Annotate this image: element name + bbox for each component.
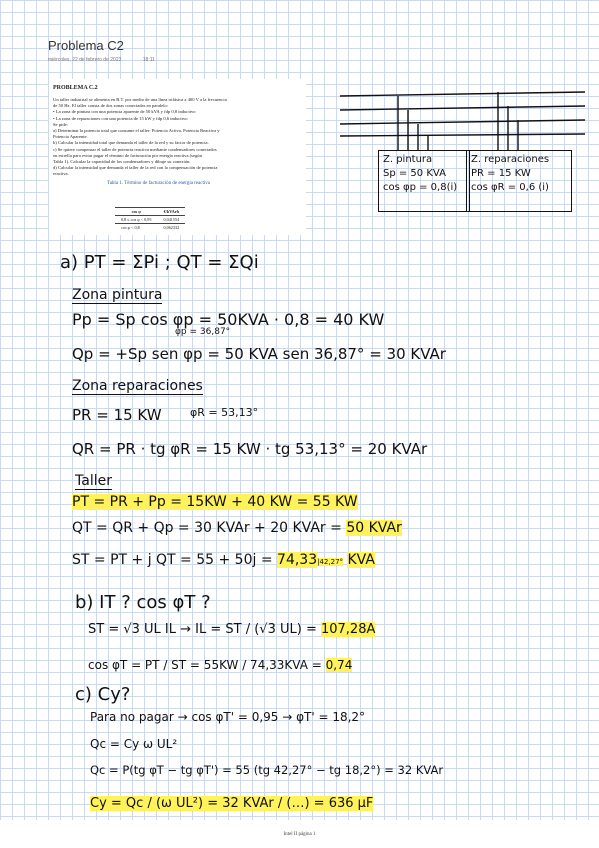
zone2-power: PR = 15 KW	[471, 168, 531, 179]
eq-it-expr: ST = √3 UL IL → IL = ST / (√3 UL) =	[88, 622, 321, 637]
eq-it-result: 107,28A	[320, 622, 376, 637]
table-header: cos φ	[115, 208, 157, 216]
eq-cos-expr: cos φT = PT / ST = 55KW / 74,33KVA =	[88, 658, 326, 672]
eq-phi-p: φp = 36,87°	[175, 327, 231, 337]
section-zona-reparaciones: Zona reparaciones	[72, 378, 203, 394]
eq-cy-result: 636 μF	[328, 796, 374, 811]
eq-st-result: 74,33	[277, 552, 318, 568]
zone2-pf: cos φR = 0,6 (i)	[471, 182, 549, 193]
problem-line: Tabla 1). Calcular la capacidad de los condensadores y dibuje su conexión.	[53, 159, 191, 165]
zone2-title: Z. reparaciones	[471, 154, 550, 165]
zone1-pf: cos φp = 0,8(i)	[383, 182, 458, 193]
page-title: Problema C2	[48, 38, 124, 53]
problem-line: • La zona de reparaciones con una potencia de 15 kW y fdp 0,6 inductivo	[53, 115, 188, 121]
eq-st-angle: |42,27°	[317, 558, 344, 566]
eq-pt-expr: PT = PR + Pp = 15KW + 40 KW =	[72, 494, 313, 510]
eq-qt-expr: QT = QR + Qp = 30 KVAr + 20 KVAr =	[72, 520, 347, 536]
part-b-heading: b) IT ? cos φT ?	[75, 592, 211, 613]
eq-pt	[72, 494, 358, 510]
page-time: 18:11	[142, 57, 155, 63]
problem-line: Potencia Aparente.	[53, 134, 88, 140]
eq-qt	[72, 520, 402, 536]
eq-cos	[88, 658, 352, 672]
problem-line: • La zona de pintura con una potencia aparente de 50 kVA y fdp 0,8 inductivo	[53, 109, 196, 115]
eq-qt-result: 50 KVAr	[346, 520, 402, 536]
eq-c1: Para no pagar → cos φT' = 0,95 → φT' = 18,2°	[90, 710, 366, 724]
table-header: €/kVArh	[157, 208, 185, 216]
table-title: Tabla 1. Término de facturación de energía reactiva	[107, 180, 211, 186]
problem-line: d) Calcular la intensidad que demanda el taller de la red con la compensación de potencia	[53, 165, 218, 171]
problem-line: b) Calcular la intensidad total que demanda el taller de la red y su factor de potencia.	[53, 140, 209, 146]
bus-line	[340, 120, 585, 124]
part-c-heading: c) Cy?	[75, 684, 131, 705]
section-taller: Taller	[75, 473, 112, 489]
pasted-problem-image	[49, 79, 306, 235]
problem-line: Se pide:	[53, 121, 68, 127]
page-footer: Intel II página 1	[283, 832, 316, 837]
eq-qp: Qp = +Sp sen φp = 50 KVA sen 36,87° = 30 KVAr	[72, 345, 446, 363]
eq-cy-expr: Cy = Qc / (ω UL²) = 32 KVAr / (…) =	[90, 796, 329, 811]
problem-heading: PROBLEMA C.2	[53, 85, 98, 91]
problem-line: c) Se quiere compensar el taller de potencia reactiva mediante condensadores conectados	[53, 146, 217, 152]
eq-phi-r: φR = 53,13°	[190, 406, 259, 419]
problem-line: a) Determinar la potencia total que consume el taller: Potencia Activa, Potencia Reactiva y	[53, 128, 220, 134]
table-cell: 0,062332	[157, 224, 185, 232]
eq-c2: Qc = Cy ω UL²	[90, 737, 178, 751]
bus-line	[340, 106, 585, 110]
problem-line: en estrella para evitar pagar el término de facturación por energía reactiva (según	[53, 152, 202, 158]
eq-it	[88, 622, 375, 637]
problem-line: Un taller industrial se alimenta en B.T. por medio de una línea trifásica a 400 V a la frecuencia	[53, 97, 227, 102]
problem-line: reactiva.	[53, 171, 69, 177]
eq-qr: QR = PR · tg φR = 15 KW · tg 53,13° = 20 KVAr	[72, 440, 428, 458]
zone1-power: Sp = 50 KVA	[383, 168, 446, 179]
eq-cos-result: 0,74	[325, 658, 353, 672]
eq-cy	[90, 796, 373, 811]
page-date: miércoles, 22 de febrero de 2023	[48, 57, 122, 63]
part-a-heading: a) PT = ΣPi ; QT = ΣQi	[60, 252, 259, 273]
eq-pp: Pp = Sp cos φp = 50KVA · 0,8 = 40 KW	[72, 310, 385, 329]
eq-pr: PR = 15 KW	[72, 406, 162, 424]
bus-line	[340, 134, 585, 136]
zone-pintura-box	[378, 150, 470, 212]
table-cell: cos φ < 0,8	[115, 224, 157, 232]
section-zona-pintura: Zona pintura	[72, 287, 163, 303]
eq-st-expr: ST = PT + j QT = 55 + 50j =	[72, 552, 278, 568]
problem-line: de 50 Hz. El taller consta de dos zonas conectadas en paralelo:	[53, 103, 169, 109]
tariff-table	[115, 207, 185, 231]
eq-st	[72, 552, 375, 568]
eq-st-unit: KVA	[347, 552, 375, 568]
table-cell: 0,8 ≤ cos φ < 0,95	[115, 216, 157, 224]
zone-reparaciones-box	[466, 150, 572, 212]
zone1-title: Z. pintura	[383, 154, 433, 165]
eq-c3: Qc = P(tg φT − tg φT') = 55 (tg 42,27° − tg 18,2°) = 32 KVAr	[90, 763, 444, 777]
bus-line	[340, 92, 585, 96]
page-timestamp	[48, 57, 155, 63]
eq-pt-result: 55 KW	[312, 494, 358, 510]
table-cell: 0,041554	[157, 216, 185, 224]
